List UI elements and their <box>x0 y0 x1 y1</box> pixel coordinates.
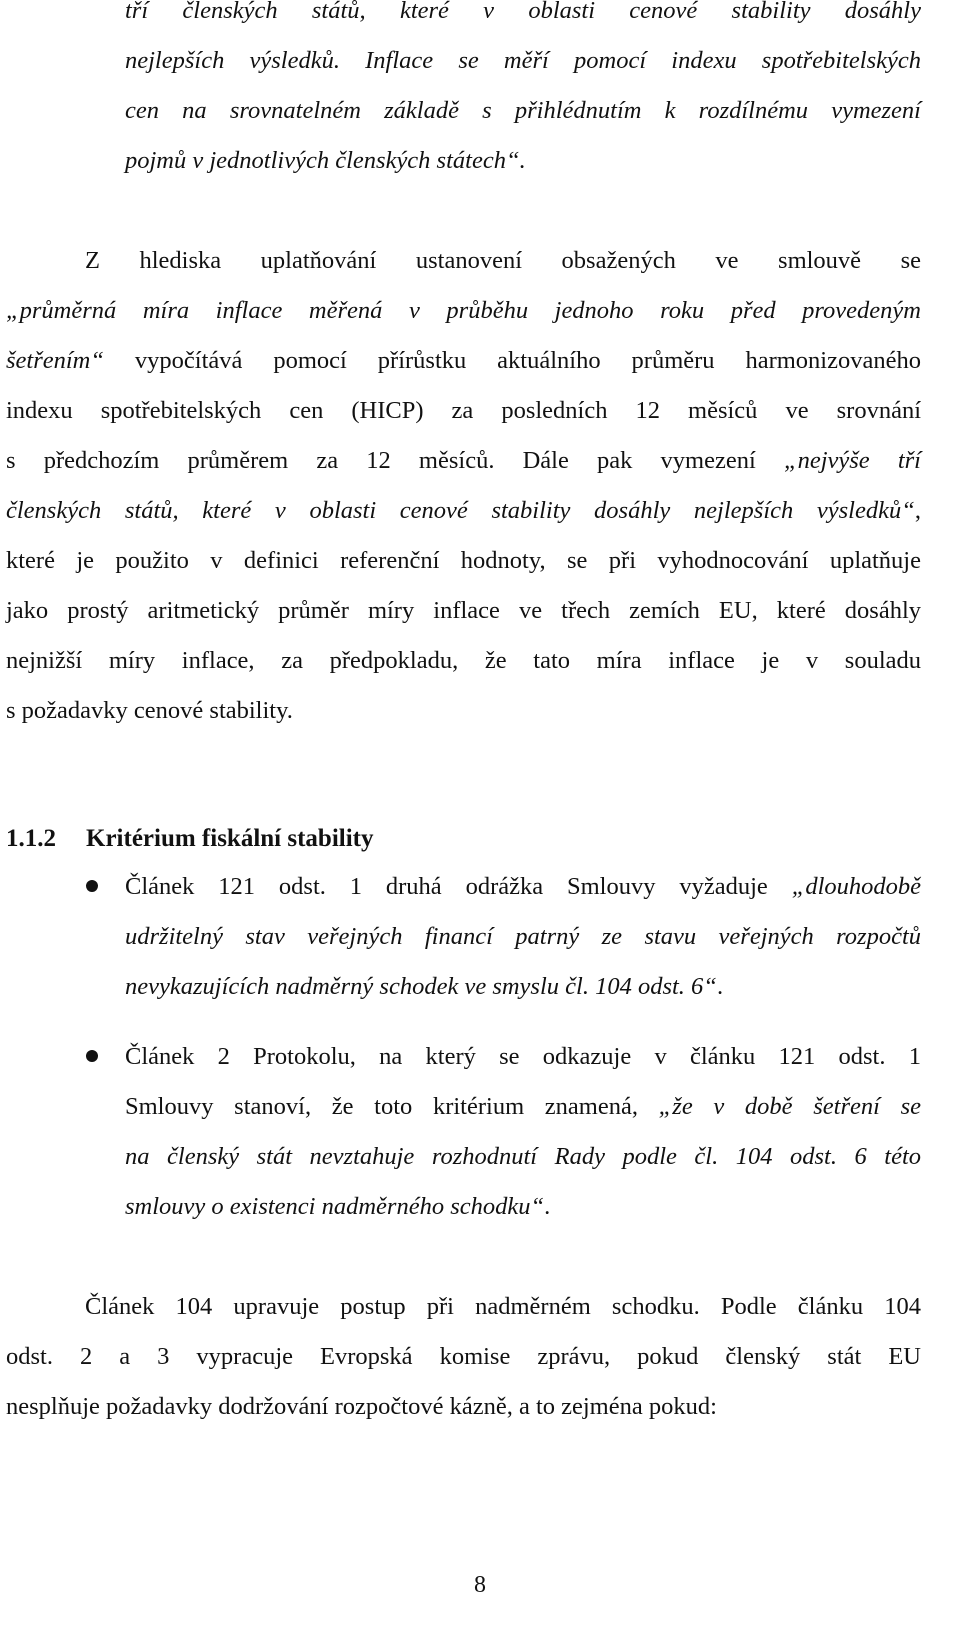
italic-text: nevykazujících nadměrný schodek ve smyslu čl. 104 odst. 6“ <box>125 973 717 1000</box>
text-line <box>6 1340 921 1374</box>
text: , <box>914 497 921 524</box>
text-line <box>6 1390 717 1424</box>
text: Článek 2 Protokolu, na který se odkazuje v článku 121 odst. 1 <box>125 1043 921 1070</box>
text: s požadavky cenové stability. <box>6 697 293 724</box>
text-line <box>6 594 921 628</box>
text-line <box>125 1040 921 1074</box>
text-line <box>6 494 921 528</box>
text: s předchozím průměrem za 12 měsíců. Dále pak vymezení <box>6 447 784 474</box>
section-number: 1.1.2 <box>6 825 56 852</box>
italic-text: „nejvýše tří <box>783 447 921 474</box>
italic-text: „dlouhodobě <box>791 873 921 900</box>
bullet-icon <box>86 880 98 892</box>
text-line <box>125 44 921 78</box>
text-line <box>6 344 921 378</box>
text: odst. 2 a 3 vypracuje Evropská komise zprávu, pokud členský stát EU <box>6 1343 921 1370</box>
text-line <box>6 394 921 428</box>
text: Článek 104 upravuje postup při nadměrném schodku. Podle článku 104 <box>85 1293 921 1320</box>
text: jako prostý aritmetický průměr míry inflace ve třech zemích EU, které dosáhly <box>6 597 921 624</box>
text-line <box>125 1090 921 1124</box>
text: které je použito v definici referenční hodnoty, se při vyhodnocování uplatňuje <box>6 547 921 574</box>
text: indexu spotřebitelských cen (HICP) za posledních 12 měsíců ve srovnání <box>6 397 921 424</box>
text-line <box>125 94 921 128</box>
italic-text: tří členských států, které v oblasti cenové stability dosáhly <box>125 0 921 24</box>
italic-text: „že v době šetření se <box>658 1093 922 1120</box>
italic-text: na členský stát nevztahuje rozhodnutí Rady podle čl. 104 odst. 6 této <box>125 1143 921 1170</box>
text: Z hlediska uplatňování ustanovení obsažených ve smlouvě se <box>85 247 921 274</box>
text-line <box>6 444 921 478</box>
text-line <box>6 294 921 328</box>
text-line <box>125 1190 550 1224</box>
text-line <box>125 1140 921 1174</box>
italic-text: nejlepších výsledků. Inflace se měří pomocí indexu spotřebitelských <box>125 47 921 74</box>
section-heading <box>6 822 374 856</box>
text-line <box>6 644 921 678</box>
text-line <box>6 544 921 578</box>
text-line <box>85 244 921 278</box>
text-line <box>125 0 921 28</box>
text: vypočítává pomocí přírůstku aktuálního průměru harmonizovaného <box>104 347 921 374</box>
text-line <box>125 970 723 1004</box>
italic-text: udržitelný stav veřejných financí patrný ze stavu veřejných rozpočtů <box>125 923 921 950</box>
italic-text: smlouvy o existenci nadměrného schodku“ <box>125 1193 545 1220</box>
italic-text: „průměrná míra inflace měřená v průběhu jednoho roku před provedeným <box>6 297 921 324</box>
text: Smlouvy stanoví, že toto kritérium znamená, <box>125 1093 659 1120</box>
text: . <box>544 1193 551 1220</box>
italic-text: šetřením“ <box>6 347 104 374</box>
text: . <box>716 973 724 1000</box>
text: nejnižší míry inflace, za předpokladu, že tato míra inflace je v souladu <box>6 647 921 674</box>
page-number: 8 <box>474 1572 486 1598</box>
text-line <box>125 144 526 178</box>
text-line <box>6 694 293 728</box>
italic-text: členských států, které v oblasti cenové stability dosáhly nejlepších výsledků“ <box>6 497 915 524</box>
text: nesplňuje požadavky dodržování rozpočtové kázně, a to zejména pokud: <box>6 1393 717 1420</box>
text-line <box>125 920 921 954</box>
text-line <box>85 1290 921 1324</box>
text: Článek 121 odst. 1 druhá odrážka Smlouvy vyžaduje <box>125 873 792 900</box>
italic-text: pojmů v jednotlivých členských státech“. <box>125 147 526 174</box>
italic-text: cen na srovnatelném základě s přihlédnutím k rozdílnému vymezení <box>125 97 921 124</box>
section-title: Kritérium fiskální stability <box>86 825 374 852</box>
bullet-icon <box>86 1050 98 1062</box>
text-line <box>125 870 921 904</box>
